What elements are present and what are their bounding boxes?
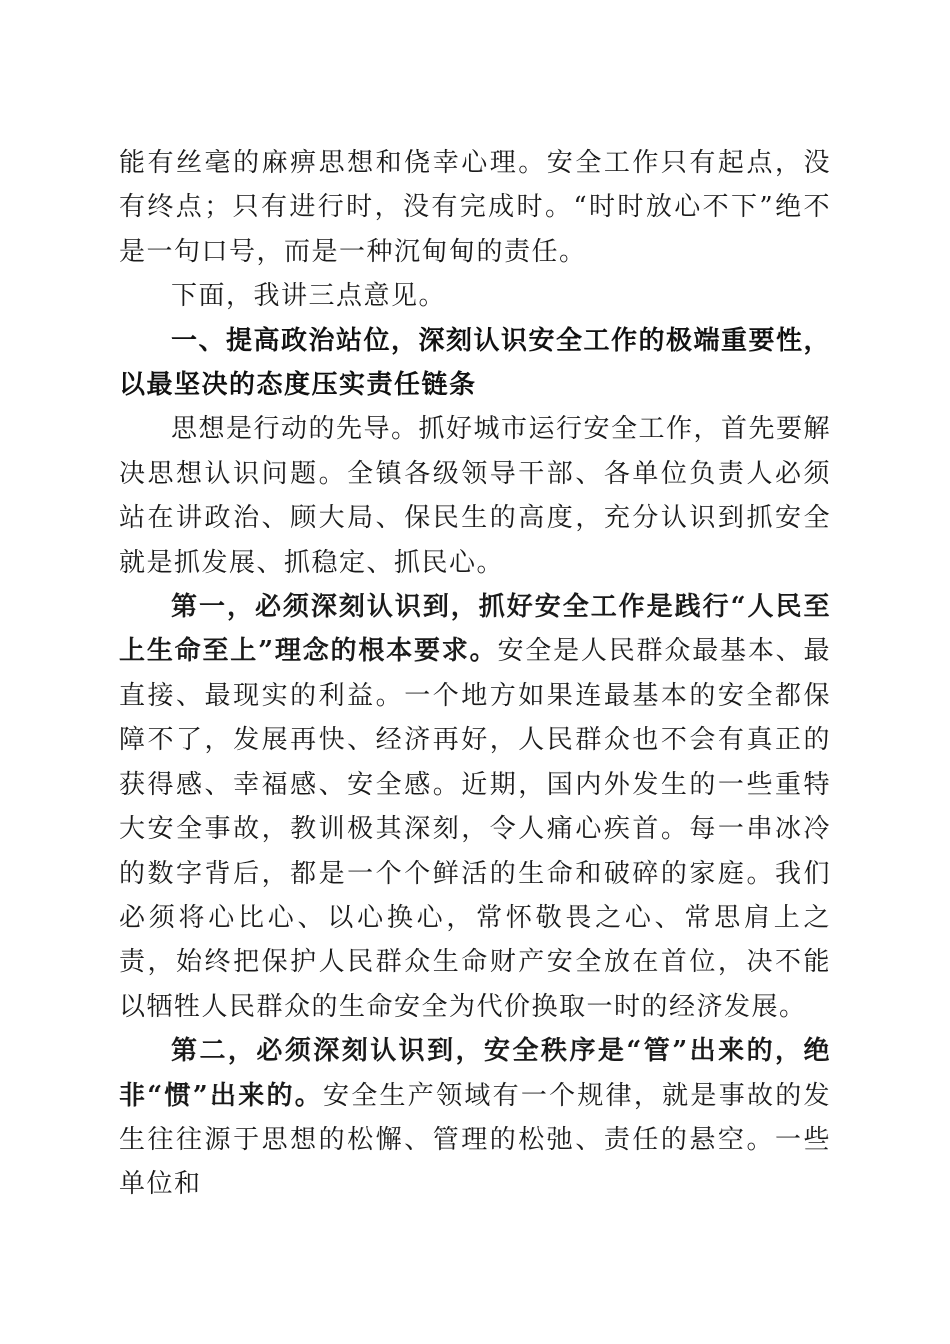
point-2-text: 安全生产领域有一个规律，就是事故的发生往往源于思想的松懈、管理的松弛、责任的悬空。一些单位和: [119, 1080, 831, 1200]
point-2-lead: 第二，必须深刻认识到，安全秩序是“管”出来的，绝非“惯”出来的。: [119, 1036, 831, 1111]
point-2-paragraph: [119, 1029, 831, 1207]
document-body: [119, 141, 831, 1207]
point-1-text: 安全是人民群众最基本、最直接、最现实的利益。一个地方如果连最基本的安全都保障不了，发展再快、经济再好，人民群众也不会有真正的获得感、幸福感、安全感。近期，国内外发生的一些重特大安全事故，教训极其深刻，令人痛心疾首。每一串冰冷的数字背后，都是一个个鲜活的生命和破碎的家庭。我们必须将心比心、以心换心，常怀敬畏之心、常思肩上之责，始终把保护人民群众生命财产安全放在首位，决不能以牺牲人民群众的生命安全为代价换取一时的经济发展。: [119, 636, 831, 1022]
intro-paragraph: 下面，我讲三点意见。: [171, 281, 447, 312]
section-1-paragraph: 思想是行动的先导。抓好城市运行安全工作，首先要解决思想认识问题。全镇各级领导干部、各单位负责人必须站在讲政治、顾大局、保民生的高度，充分认识到抓安全就是抓发展、抓稳定、抓民心。: [119, 414, 832, 578]
section-heading-1: 一、提高政治站位，深刻认识安全工作的极端重要性，以最坚决的态度压实责任链条: [119, 325, 832, 401]
point-1-lead: 第一，必须深刻认识到，抓好安全工作是践行“人民至上生命至上”理念的根本要求。: [119, 592, 831, 667]
point-1-paragraph: [119, 585, 831, 1029]
continued-paragraph: 能有丝毫的麻痹思想和侥幸心理。安全工作只有起点，没有终点；只有进行时，没有完成时。“时时放心不下”绝不是一句口号，而是一种沉甸甸的责任。: [119, 148, 831, 267]
